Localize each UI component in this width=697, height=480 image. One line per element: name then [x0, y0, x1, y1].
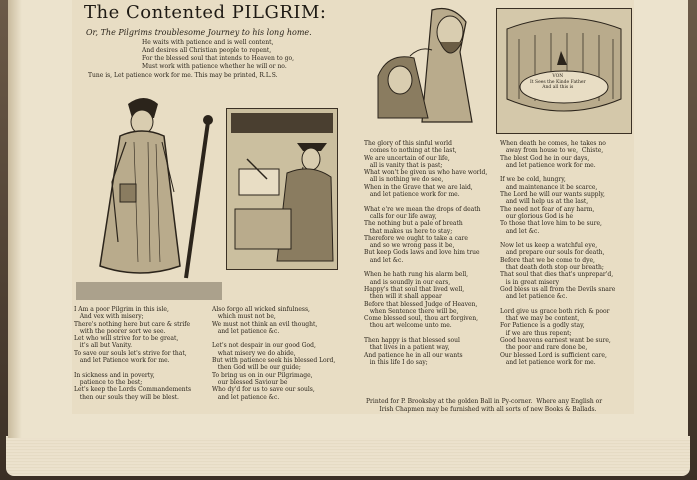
arena-caption: VON It Sees the Kinde Father And all this is: [530, 74, 586, 90]
intro-verse: He waits with patience and is well content, And desires all Christian people to repent, For the blessed soul that intends to Heaven to go, Must work with patience whether he will or no.: [142, 39, 295, 70]
woodcut-two-figures: [370, 6, 484, 128]
verse-column-3: The glory of this sinful world comes to nothing at the last, We are uncertain of our life, all is vanity that is past; What won't be given us who have world, all is nothing we do see, When in the Grave that we are laid, and let patience work for me. What e're we mean the drops of death calls for our life away, The nothing but a pale of breath that makes us here to stay; Therefore we ought to take a care and so we wrong pass it be, But keep Gods laws and love him true and let &c. When he hath rung his alarm bell, and is soundly in our ears, Happy's that soul that lived well, then will it shall appear Before that blessed Judge of Heaven, when Sentence there will be, Come blessed soul, thou art forgiven, thou art welcome unto me. Then happy is that blessed soul that lives in a patient way, And patience he in all our wants in this life I do say;: [364, 140, 488, 366]
woodcut-arena: [496, 8, 632, 134]
verse-column-4: When death he comes, he takes no away from house to we, Chiste, The blest God he in our days, and let patience work for me. If we be cold, hungry, and maintenance it be scarce, The Lord he will our wants supply, and will help us at the last, The need not fear of any harm, our glorious God is he To those that love him to be sure, and let &c. Now let us keep a watchful eye, and prepare our souls for death, Before that we be come to dye, that death doth stop our breath; That soul that dies that's unprepar'd, is in great misery God bless us all from the Devils snare and let patience &c. Lord give us grace both rich & poor that we may be content, For Patience is a godly stay, if we are thus repent; Good heavens earnest want be sure, the poor and rare done be, Our blessed Lord is sufficient care, and let patience work for me.: [500, 140, 616, 366]
ballad-title: The Contented PILGRIM:: [84, 2, 327, 23]
page-gutter: [8, 0, 22, 438]
page-edges: [6, 436, 690, 476]
verse-column-2: Also forgo all wicked sinfulness, which must not be, We must not think an evil thought, and let patience &c. Let's not despair in our good God, what misery we do abide, But with patience seek his blessed Lord, then God will be our guide; To bring us on in our Pilgrimage, our blessed Saviour be Who dy'd for us to save our souls, and let patience &c.: [212, 306, 336, 401]
printer-imprint: Printed for P. Brooksby at the golden Ball in Py-corner. Where any English or Irish Chapmen may be furnished with all sorts of new Books & Ballads.: [366, 398, 603, 413]
ballad-subtitle: Or, The Pilgrims troublesome Journey to his long home.: [86, 28, 312, 37]
verse-column-1: I Am a poor Pilgrim in this isle, And vex with misery; There's nothing here but care & strife with the poorer sort we see. Let who will strive for to be great, it's all but Vanity. To save our souls let's strive for that, and let Patience work for me. In sickness and in poverty, patience to the best; Let's keep the Lords Commandements then our souls they will be blest.: [74, 306, 192, 401]
tune-line: Tune is, Let patience work for me. This may be printed, R.L.S.: [88, 72, 278, 79]
woodcut-pilgrim: [76, 82, 222, 302]
woodcut-seated-man: [226, 108, 338, 270]
